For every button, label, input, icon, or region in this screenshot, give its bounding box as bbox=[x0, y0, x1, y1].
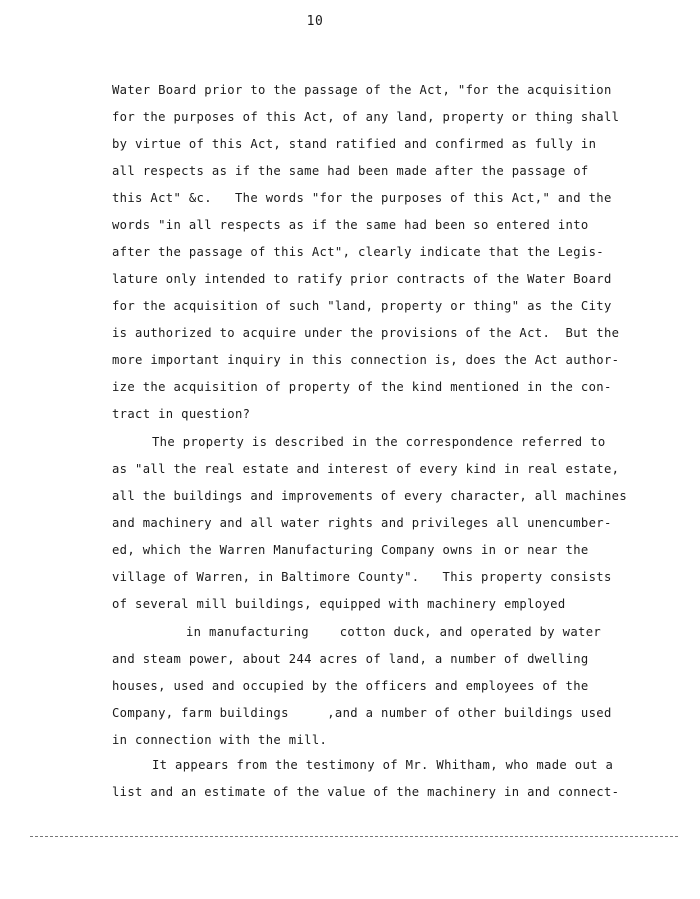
text-line: all respects as if the same had been made after the passage of bbox=[112, 164, 589, 178]
text-line: by virtue of this Act, stand ratified and confirmed as fully in bbox=[112, 137, 597, 151]
text-line: for the purposes of this Act, of any land, property or thing shall bbox=[112, 110, 620, 124]
text-line: list and an estimate of the value of the machinery in and connect- bbox=[112, 785, 620, 799]
text-line: more important inquiry in this connection is, does the Act author- bbox=[112, 353, 620, 367]
text-line: ed, which the Warren Manufacturing Company owns in or near the bbox=[112, 543, 589, 557]
text-line: of several mill buildings, equipped with machinery employed bbox=[112, 597, 566, 611]
text-line: as "all the real estate and interest of every kind in real estate, bbox=[112, 462, 620, 476]
text-line: after the passage of this Act", clearly indicate that the Legis- bbox=[112, 245, 604, 259]
text-line: is authorized to acquire under the provisions of the Act. But the bbox=[112, 326, 620, 340]
text-line: words "in all respects as if the same had been so entered into bbox=[112, 218, 589, 232]
text-line: in connection with the mill. bbox=[112, 733, 328, 747]
text-line: village of Warren, in Baltimore County". This property consists bbox=[112, 570, 612, 584]
text-line: in manufacturing cotton duck, and operated by water bbox=[186, 625, 602, 639]
text-line: all the buildings and improvements of every character, all machines bbox=[112, 489, 628, 503]
text-line: It appears from the testimony of Mr. Whitham, who made out a bbox=[152, 758, 614, 772]
text-line: and machinery and all water rights and privileges all unencumber- bbox=[112, 516, 612, 530]
text-line: Water Board prior to the passage of the Act, "for the acquisition bbox=[112, 83, 612, 97]
footer-dashed-rule bbox=[30, 836, 678, 837]
text-line: and steam power, about 244 acres of land, a number of dwelling bbox=[112, 652, 589, 666]
text-line: lature only intended to ratify prior contracts of the Water Board bbox=[112, 272, 612, 286]
page-number: 10 bbox=[306, 14, 324, 29]
text-line: houses, used and occupied by the officers and employees of the bbox=[112, 679, 589, 693]
text-line: The property is described in the correspondence referred to bbox=[152, 435, 606, 449]
text-line: tract in question? bbox=[112, 407, 251, 421]
text-line: for the acquisition of such "land, property or thing" as the City bbox=[112, 299, 612, 313]
text-line: this Act" &c. The words "for the purposes of this Act," and the bbox=[112, 191, 612, 205]
text-line: ize the acquisition of property of the kind mentioned in the con- bbox=[112, 380, 612, 394]
text-line: Company, farm buildings ,and a number of other buildings used bbox=[112, 706, 612, 720]
